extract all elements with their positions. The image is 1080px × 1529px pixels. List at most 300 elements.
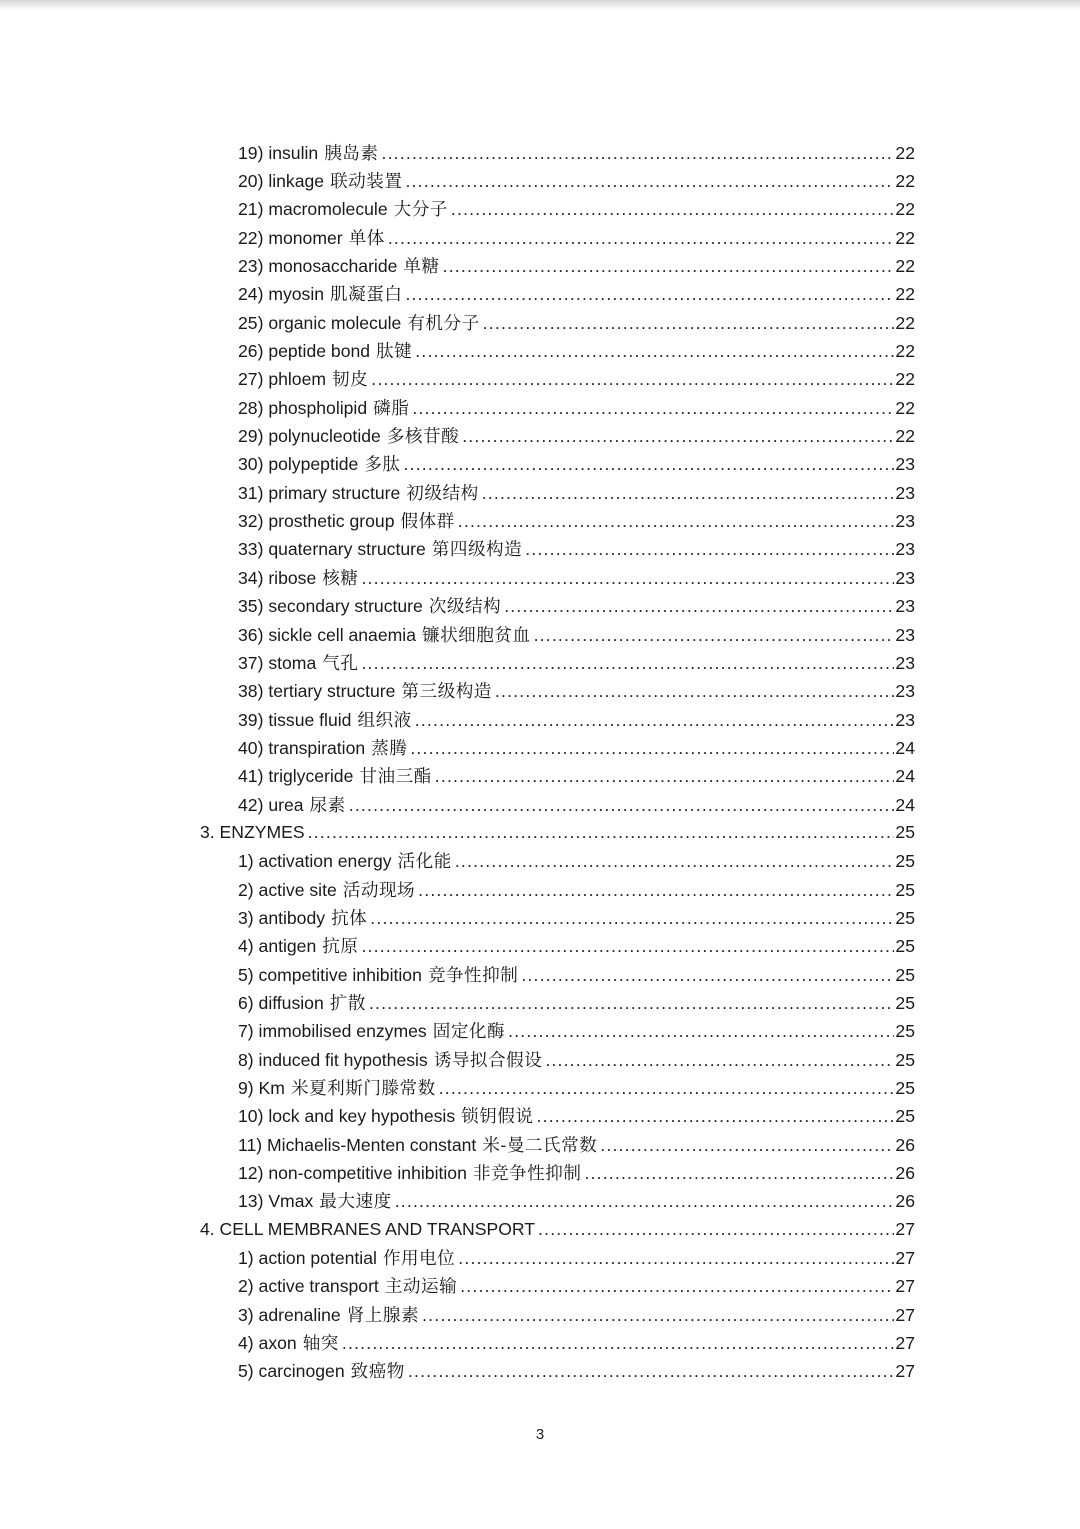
toc-entry-line: [238, 905, 915, 930]
toc-entry-page: 23: [895, 624, 915, 645]
dot-leader: [545, 1050, 894, 1071]
toc-entry-chinese: 大分子: [393, 200, 448, 221]
toc-entry-line: [238, 196, 915, 221]
toc-entry[interactable]: [0, 1187, 1080, 1215]
toc-entry-label: [238, 1160, 581, 1185]
toc-entry-english: 4) antigen: [238, 936, 317, 957]
toc-entry-english: 27) phloem: [238, 369, 327, 390]
toc-entry-label: [238, 253, 440, 278]
page-number: 3: [535, 1426, 545, 1443]
toc-entry-english: 1) activation energy: [238, 851, 392, 872]
toc-entry-label: [238, 1302, 419, 1327]
toc-entry-label: [238, 1047, 542, 1072]
toc-entry-chinese: 气孔: [322, 653, 359, 674]
toc-entry-english: 4) axon: [238, 1333, 297, 1354]
toc-entry-label: [238, 1075, 436, 1100]
toc-entry-english: 36) sickle cell anaemia: [238, 624, 416, 645]
toc-entry-chinese: 蒸腾: [371, 738, 408, 759]
toc-entry-english: 32) prosthetic group: [238, 511, 395, 532]
toc-entry-line: [238, 1132, 915, 1157]
toc-entry-line: [200, 1219, 915, 1240]
toc-entry-label: [238, 1273, 457, 1298]
toc-entry-page: 24: [895, 794, 915, 815]
toc-entry[interactable]: [0, 677, 1080, 705]
toc-entry-chinese: 单体: [348, 228, 385, 249]
toc-entry-english: 5) competitive inhibition: [238, 964, 422, 985]
toc-entry-english: 2) active transport: [238, 1276, 379, 1297]
dot-leader: [443, 256, 895, 277]
toc-entry-chinese: 固定化酶: [432, 1022, 506, 1043]
toc-entry[interactable]: [0, 592, 1080, 620]
toc-entry-page: 25: [895, 851, 915, 872]
dot-leader: [584, 1163, 894, 1184]
toc-entry-page: 25: [895, 992, 915, 1013]
toc-entry-chinese: 单糖: [403, 257, 440, 278]
toc-entry-label: [238, 1245, 455, 1270]
toc-entry[interactable]: [0, 620, 1080, 648]
toc-entry-chinese: 活化能: [397, 852, 452, 873]
toc-entry-english: 19) insulin: [238, 142, 319, 163]
toc-entry[interactable]: [0, 1017, 1080, 1045]
toc-entry[interactable]: [0, 563, 1080, 591]
toc-entry-english: 20) linkage: [238, 171, 325, 192]
toc-entry-chinese: 联动装置: [330, 172, 403, 193]
dot-leader: [361, 936, 894, 957]
toc-entry-label: [238, 225, 385, 250]
toc-entry-line: [238, 338, 915, 363]
toc-entry-chinese: 胰岛素: [324, 143, 379, 164]
toc-entry-line: [238, 622, 915, 647]
toc-entry-english: 22) monomer: [238, 227, 343, 248]
toc-entry-english: 10) lock and key hypothesis: [238, 1106, 456, 1127]
toc-entry-line: [238, 423, 915, 448]
toc-entry[interactable]: [0, 847, 1080, 875]
toc-entry-english: 31) primary structure: [238, 482, 401, 503]
toc-entry-chinese: 韧皮: [332, 370, 369, 391]
dot-leader: [342, 1333, 895, 1354]
toc-entry-page: 23: [895, 567, 915, 588]
toc-entry-english: 28) phospholipid: [238, 397, 368, 418]
toc-entry-page: 24: [895, 737, 915, 758]
toc-entry-page: 22: [895, 171, 915, 192]
toc-entry[interactable]: [0, 166, 1080, 194]
toc-entry[interactable]: [0, 875, 1080, 903]
toc-entry-page: 26: [895, 1191, 915, 1212]
toc-entry-english: 3. ENZYMES: [200, 821, 305, 842]
toc-entry-chinese: 最大速度: [319, 1192, 392, 1213]
toc-entry-line: [238, 281, 915, 306]
toc-entry[interactable]: [0, 762, 1080, 790]
toc-entry[interactable]: [0, 308, 1080, 336]
toc-entry-page: 25: [895, 1049, 915, 1070]
toc-entry-line: [238, 1302, 915, 1327]
toc-entry-page: 26: [895, 1163, 915, 1184]
dot-leader: [405, 284, 894, 305]
toc-entry-chinese: 多核苷酸: [386, 427, 460, 448]
toc-entry-line: [238, 593, 915, 618]
toc-entry[interactable]: [0, 450, 1080, 478]
toc-entry[interactable]: [0, 1272, 1080, 1300]
toc-entry-page: 27: [895, 1333, 915, 1354]
toc-entry-english: 37) stoma: [238, 652, 317, 673]
toc-entry-english: 1) action potential: [238, 1248, 377, 1269]
dot-leader: [369, 993, 894, 1014]
toc-entry-page: 25: [895, 879, 915, 900]
toc-entry-english: 24) myosin: [238, 284, 325, 305]
toc-entry[interactable]: [0, 280, 1080, 308]
dot-leader: [483, 313, 895, 334]
toc-entry-english: 35) secondary structure: [238, 596, 423, 617]
toc-section-heading[interactable]: [0, 818, 1080, 846]
toc-entry-chinese: 米-曼二氏常数: [482, 1135, 598, 1156]
toc-entry-english: 8) induced fit hypothesis: [238, 1049, 428, 1070]
dot-leader: [451, 199, 895, 220]
toc-entry-label: [238, 1132, 597, 1157]
toc-section-heading[interactable]: [0, 1215, 1080, 1243]
toc-entry-page: 23: [895, 482, 915, 503]
dot-leader: [349, 795, 895, 816]
toc-entry-line: [238, 1188, 915, 1213]
toc-entry-page: 27: [895, 1248, 915, 1269]
toc-entry-page: 27: [895, 1276, 915, 1297]
toc-entry-page: 22: [895, 142, 915, 163]
toc-entry-line: [238, 1047, 915, 1072]
toc-entry[interactable]: [0, 1073, 1080, 1101]
toc-entry[interactable]: [0, 393, 1080, 421]
toc-entry-english: 23) monosaccharide: [238, 256, 398, 277]
dot-leader: [388, 228, 895, 249]
toc-entry-english: 42) urea: [238, 794, 304, 815]
toc-entry-line: [238, 962, 915, 987]
toc-entry[interactable]: [0, 421, 1080, 449]
toc-entry-page: 23: [895, 681, 915, 702]
toc-entry-line: [238, 877, 915, 902]
toc-entry-line: [238, 508, 915, 533]
toc-entry-page: 22: [895, 256, 915, 277]
dot-leader: [504, 596, 894, 617]
toc-entry-label: [238, 593, 501, 618]
toc-entry-page: 23: [895, 709, 915, 730]
toc-entry-line: [238, 650, 915, 675]
toc-entry-label: [238, 338, 412, 363]
toc-entry-label: [238, 281, 402, 306]
toc-entry-label: [238, 678, 492, 703]
toc-entry[interactable]: [0, 1357, 1080, 1385]
toc-entry-english: 12) non-competitive inhibition: [238, 1163, 467, 1184]
toc-entry-line: [238, 536, 915, 561]
toc-entry-page: 22: [895, 426, 915, 447]
toc-entry-page: 22: [895, 341, 915, 362]
toc-entry-line: [238, 792, 915, 817]
toc-entry[interactable]: [0, 138, 1080, 166]
dot-leader: [435, 766, 895, 787]
toc-entry-english: 41) triglyceride: [238, 766, 354, 787]
toc-entry[interactable]: [0, 1243, 1080, 1271]
toc-entry-line: [200, 822, 915, 843]
toc-entry-chinese: 多肽: [364, 455, 401, 476]
toc-entry[interactable]: [0, 705, 1080, 733]
dot-leader: [458, 511, 895, 532]
toc-entry-english: 34) ribose: [238, 567, 317, 588]
toc-entry-line: [238, 451, 915, 476]
toc-entry-english: 13) Vmax: [238, 1191, 314, 1212]
toc-entry-line: [238, 310, 915, 335]
toc-entry-chinese: 尿素: [309, 795, 346, 816]
toc-entry[interactable]: [0, 903, 1080, 931]
toc-entry-line: [238, 480, 915, 505]
toc-entry-chinese: 活动现场: [342, 880, 416, 901]
toc-entry-label: [238, 792, 346, 817]
toc-entry-label: [238, 990, 366, 1015]
toc-entry-chinese: 扩散: [329, 993, 366, 1014]
toc-entry-page: 22: [895, 284, 915, 305]
toc-entry-english: 3) adrenaline: [238, 1304, 341, 1325]
toc-entry-label: [238, 536, 522, 561]
toc-entry-label: [238, 451, 401, 476]
toc-entry-chinese: 核糖: [322, 568, 359, 589]
dot-leader: [361, 653, 894, 674]
toc-entry-line: [238, 168, 915, 193]
toc-entry-chinese: 镰状细胞贫血: [421, 625, 531, 646]
toc-entry[interactable]: [0, 648, 1080, 676]
toc-entry-page: 23: [895, 596, 915, 617]
dot-leader: [525, 539, 894, 560]
dot-leader: [508, 1021, 894, 1042]
dot-leader: [405, 171, 894, 192]
toc-entry-label: [238, 735, 407, 760]
dot-leader: [537, 1106, 895, 1127]
toc-entry-label: [238, 1358, 405, 1383]
toc-entry-label: [238, 1330, 339, 1355]
toc-entry-line: [238, 1018, 915, 1043]
toc-entry-english: 30) polypeptide: [238, 454, 359, 475]
toc-entry-label: [238, 395, 409, 420]
toc-entry-chinese: 第四级构造: [431, 540, 523, 561]
toc-entry-chinese: 主动运输: [384, 1277, 458, 1298]
toc-entry-chinese: 诱导拟合假设: [433, 1050, 543, 1071]
toc-entry-chinese: 抗体: [331, 908, 368, 929]
toc-entry-label: [238, 140, 379, 165]
toc-entry[interactable]: [0, 988, 1080, 1016]
toc-entry-label: [238, 1103, 534, 1128]
toc-entry-line: [238, 253, 915, 278]
dot-leader: [538, 1219, 894, 1240]
toc-entry-page: 22: [895, 199, 915, 220]
toc-entry-page: 25: [895, 964, 915, 985]
dot-leader: [412, 398, 894, 419]
toc-entry-line: [238, 1358, 915, 1383]
dot-leader: [482, 483, 895, 504]
toc-entry-label: [238, 905, 367, 930]
toc-entry-page: 23: [895, 511, 915, 532]
toc-entry-english: 5) carcinogen: [238, 1361, 345, 1382]
toc-entry-line: [238, 1075, 915, 1100]
toc-entry-label: [238, 933, 358, 958]
toc-entry-line: [238, 395, 915, 420]
dot-leader: [404, 454, 895, 475]
dot-leader: [415, 710, 895, 731]
toc-entry-chinese: 抗原: [322, 937, 359, 958]
dot-leader: [395, 1191, 895, 1212]
toc-entry[interactable]: [0, 733, 1080, 761]
toc-entry-english: 9) Km: [238, 1078, 285, 1099]
toc-entry-label: [238, 423, 459, 448]
toc-entry-page: 23: [895, 652, 915, 673]
toc-entry-chinese: 竞争性抑制: [427, 965, 519, 986]
toc-entry[interactable]: [0, 365, 1080, 393]
toc-entry-chinese: 假体群: [400, 512, 455, 533]
toc-entry-line: [238, 1273, 915, 1298]
dot-leader: [415, 341, 894, 362]
toc-entry-label: [200, 822, 305, 843]
dot-leader: [410, 738, 894, 759]
toc-entry-chinese: 轴突: [302, 1334, 339, 1355]
dot-leader: [534, 625, 895, 646]
toc-entry-page: 26: [895, 1134, 915, 1155]
toc-entry[interactable]: [0, 1130, 1080, 1158]
toc-entry-english: 2) active site: [238, 879, 337, 900]
page-edge-shadow: [0, 0, 1080, 10]
toc-entry-label: [238, 650, 358, 675]
toc-entry-page: 25: [895, 1078, 915, 1099]
toc-entry-page: 27: [895, 1304, 915, 1325]
toc-entry-label: [238, 565, 358, 590]
toc-entry-chinese: 初级结构: [406, 483, 479, 504]
toc-entry-page: 23: [895, 539, 915, 560]
toc-entry-label: [238, 622, 531, 647]
toc-entry-line: [238, 678, 915, 703]
toc-entry-page: 24: [895, 766, 915, 787]
toc-entry-chinese: 有机分子: [407, 313, 480, 334]
toc-entry[interactable]: [0, 1328, 1080, 1356]
toc-entry[interactable]: [0, 790, 1080, 818]
toc-entry-english: 33) quaternary structure: [238, 539, 426, 560]
toc-entry-english: 40) transpiration: [238, 737, 366, 758]
toc-entry-label: [238, 848, 452, 873]
toc-entry-english: 3) antibody: [238, 907, 326, 928]
toc-entry-label: [238, 480, 479, 505]
toc-entry-label: [200, 1219, 535, 1240]
dot-leader: [408, 1361, 895, 1382]
toc-entry-line: [238, 848, 915, 873]
dot-leader: [521, 965, 894, 986]
toc-entry-line: [238, 225, 915, 250]
toc-entry[interactable]: [0, 506, 1080, 534]
toc-entry[interactable]: [0, 535, 1080, 563]
toc-entry-english: 39) tissue fluid: [238, 709, 352, 730]
toc-entry-english: 11) Michaelis-Menten constant: [238, 1134, 477, 1155]
toc-entry-chinese: 第三级构造: [401, 682, 492, 703]
toc-entry-label: [238, 877, 415, 902]
table-of-contents: [0, 138, 1080, 1385]
toc-entry-page: 25: [895, 936, 915, 957]
toc-entry-label: [238, 1018, 505, 1043]
toc-entry-chinese: 肌凝蛋白: [330, 285, 403, 306]
toc-entry-line: [238, 1103, 915, 1128]
toc-entry-label: [238, 196, 448, 221]
toc-entry-line: [238, 990, 915, 1015]
toc-entry[interactable]: [0, 336, 1080, 364]
toc-entry-label: [238, 366, 368, 391]
dot-leader: [495, 681, 895, 702]
toc-entry-line: [238, 565, 915, 590]
toc-entry-page: 27: [895, 1361, 915, 1382]
toc-entry-line: [238, 707, 915, 732]
toc-entry-chinese: 次级结构: [428, 597, 502, 618]
toc-entry-line: [238, 763, 915, 788]
toc-entry-page: 22: [895, 397, 915, 418]
toc-entry[interactable]: [0, 932, 1080, 960]
toc-entry[interactable]: [0, 960, 1080, 988]
dot-leader: [455, 851, 895, 872]
toc-entry[interactable]: [0, 1045, 1080, 1073]
toc-entry-chinese: 甘油三酯: [359, 767, 432, 788]
toc-entry[interactable]: [0, 1300, 1080, 1328]
toc-entry-chinese: 磷脂: [373, 398, 410, 419]
toc-entry-english: 25) organic molecule: [238, 312, 402, 333]
toc-entry-line: [238, 1160, 915, 1185]
toc-entry-chinese: 组织液: [357, 710, 412, 731]
toc-entry-english: 6) diffusion: [238, 992, 324, 1013]
toc-entry-page: 27: [895, 1218, 915, 1239]
toc-entry-page: 25: [895, 907, 915, 928]
toc-entry-english: 21) macromolecule: [238, 199, 388, 220]
dot-leader: [439, 1078, 895, 1099]
toc-entry[interactable]: [0, 195, 1080, 223]
dot-leader: [371, 369, 894, 390]
dot-leader: [462, 426, 894, 447]
dot-leader: [422, 1305, 894, 1326]
dot-leader: [460, 1276, 894, 1297]
toc-entry-line: [238, 1330, 915, 1355]
toc-entry[interactable]: [0, 251, 1080, 279]
dot-leader: [361, 568, 894, 589]
toc-entry-page: 22: [895, 369, 915, 390]
toc-entry-chinese: 作用电位: [382, 1249, 456, 1270]
dot-leader: [458, 1248, 894, 1269]
toc-entry-label: [238, 310, 480, 335]
toc-entry-line: [238, 140, 915, 165]
toc-entry[interactable]: [0, 1102, 1080, 1130]
toc-entry-chinese: 致癌物: [350, 1362, 405, 1383]
toc-entry-chinese: 非竞争性抑制: [472, 1164, 582, 1185]
toc-entry-chinese: 锁钥假说: [461, 1107, 534, 1128]
toc-entry-english: 26) peptide bond: [238, 341, 371, 362]
toc-entry[interactable]: [0, 1158, 1080, 1186]
dot-leader: [370, 908, 894, 929]
toc-entry-english: 38) tertiary structure: [238, 681, 396, 702]
toc-entry-line: [238, 735, 915, 760]
toc-entry-english: 29) polynucleotide: [238, 426, 381, 447]
dot-leader: [600, 1135, 894, 1156]
toc-entry-page: 25: [895, 821, 915, 842]
toc-entry-english: 7) immobilised enzymes: [238, 1021, 427, 1042]
toc-entry-label: [238, 1188, 392, 1213]
toc-entry-page: 23: [895, 454, 915, 475]
toc-entry-chinese: 肽键: [376, 342, 413, 363]
toc-entry-page: 22: [895, 227, 915, 248]
toc-entry-line: [238, 933, 915, 958]
toc-entry-page: 25: [895, 1106, 915, 1127]
toc-entry-label: [238, 707, 412, 732]
toc-entry-page: 22: [895, 312, 915, 333]
toc-entry[interactable]: [0, 478, 1080, 506]
toc-entry-label: [238, 168, 402, 193]
dot-leader: [418, 880, 894, 901]
toc-entry-label: [238, 508, 455, 533]
toc-entry-english: 4. CELL MEMBRANES AND TRANSPORT: [200, 1218, 536, 1239]
toc-entry[interactable]: [0, 223, 1080, 251]
